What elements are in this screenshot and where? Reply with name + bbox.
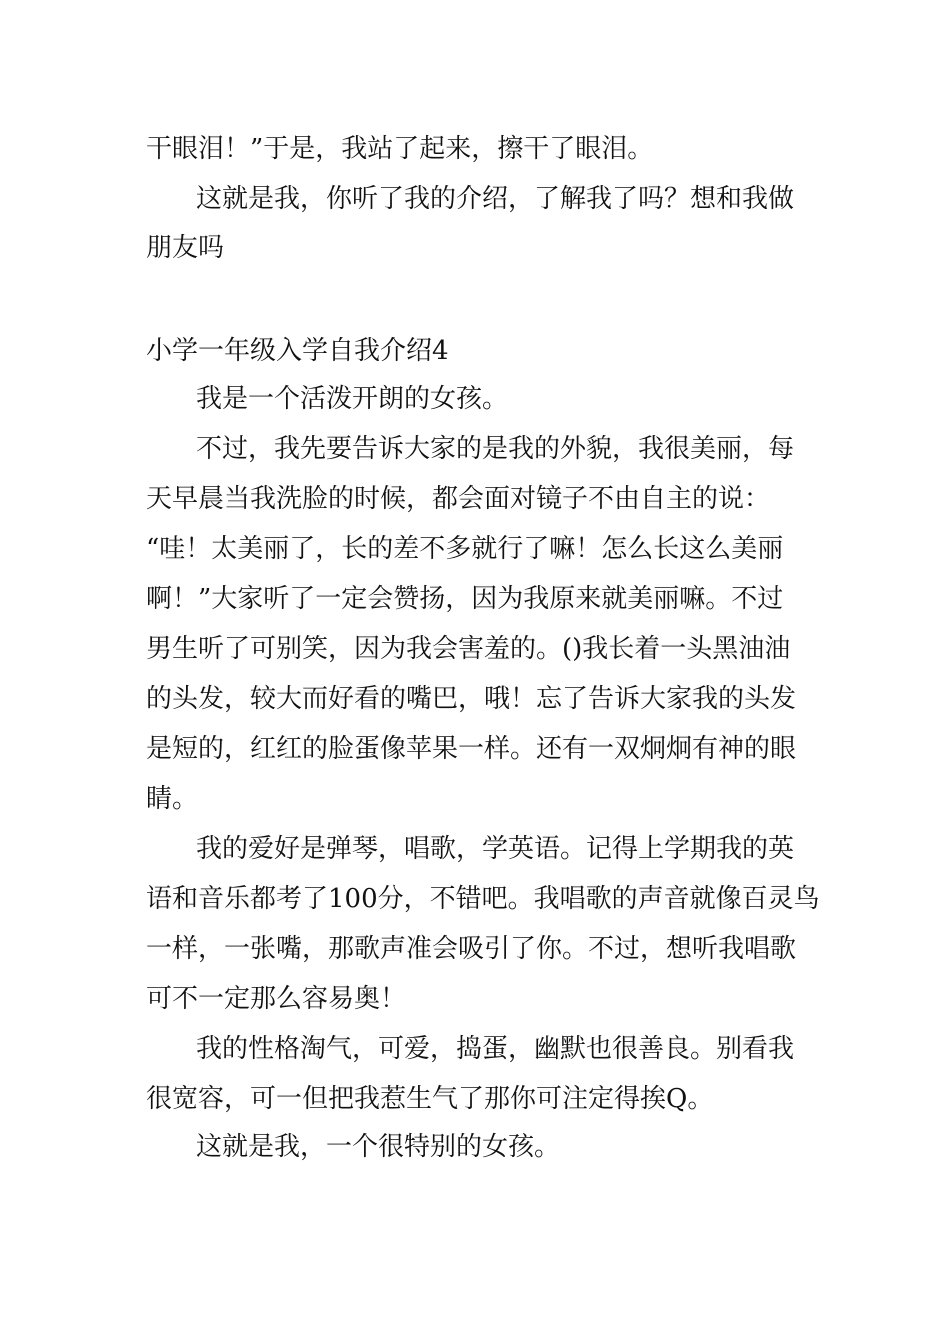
paragraph-end-line: 干眼泪！”于是，我站了起来，擦干了眼泪。 <box>146 134 654 164</box>
closing-line-2: 朋友吗 <box>146 233 225 263</box>
closing-line-1: 这就是我，你听了我的介绍，了解我了吗？想和我做 <box>196 184 795 214</box>
paragraph-2-line-3: “哇！太美丽了，长的差不多就行了嘛！怎么长这么美丽 <box>146 534 784 564</box>
paragraph-2-line-5: 男生听了可别笑，因为我会害羞的。()我长着一头黑油油 <box>146 634 791 664</box>
paragraph-2-line-6: 的头发，较大而好看的嘴巴，哦！忘了告诉大家我的头发 <box>146 684 797 714</box>
paragraph-2-line-4: 啊！”大家听了一定会赞扬，因为我原来就美丽嘛。不过 <box>146 584 784 614</box>
paragraph-2-line-2: 天早晨当我洗脸的时候，都会面对镜子不由自主的说： <box>146 484 771 514</box>
paragraph-2-line-1: 不过，我先要告诉大家的是我的外貌，我很美丽，每 <box>196 434 795 464</box>
paragraph-3-line-4: 可不一定那么容易奥！ <box>146 984 407 1014</box>
paragraph-1-line-1: 我是一个活泼开朗的女孩。 <box>196 384 509 414</box>
section-title: 小学一年级入学自我介绍4 <box>146 336 449 366</box>
paragraph-3-line-2: 语和音乐都考了100分，不错吧。我唱歌的声音就像百灵鸟 <box>146 884 820 914</box>
paragraph-2-line-7: 是短的，红红的脸蛋像苹果一样。还有一双炯炯有神的眼 <box>146 734 797 764</box>
paragraph-4-line-2: 很宽容，可一但把我惹生气了那你可注定得挨Q。 <box>146 1084 714 1114</box>
paragraph-2-line-8: 睛。 <box>146 784 199 814</box>
paragraph-3-line-3: 一样，一张嘴，那歌声准会吸引了你。不过，想听我唱歌 <box>146 934 797 964</box>
paragraph-3-line-1: 我的爱好是弹琴，唱歌，学英语。记得上学期我的英 <box>196 834 795 864</box>
paragraph-4-line-1: 我的性格淘气，可爱，捣蛋，幽默也很善良。别看我 <box>196 1034 795 1064</box>
paragraph-5-line-1: 这就是我，一个很特别的女孩。 <box>196 1132 561 1162</box>
